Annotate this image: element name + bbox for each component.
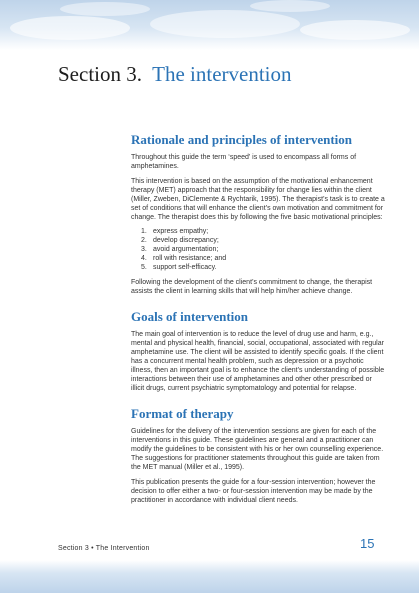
list-number: 1. [141,228,147,235]
list-item [131,227,385,236]
rationale-paragraph-2: This intervention is based on the assumption of the motivational enhancement therapy (MET) approach that the responsibility for change lies within the client (Miller, Zweben, DiClemente & Rychtarik, 1995). The therapist’s task is to create a set of conditions that will enhance the client’s own motivation and commitment for change. The therapist does this by following the five basic motivational principles: [131,178,385,221]
principles-list [131,227,385,272]
section-title [58,62,292,87]
list-text: support self-efficacy. [153,264,217,271]
cloud-decoration [10,16,130,40]
rationale-heading: Rationale and principles of intervention [131,132,353,147]
list-text: express empathy; [153,228,209,235]
running-footer: Section 3 • The Intervention [58,545,150,552]
rationale-paragraph-3: Following the development of the client’s commitment to change, the therapist assists the client in learning skills that will help him/her achieve change. [131,279,373,295]
main-content [131,132,385,511]
format-heading: Format of therapy [131,406,234,421]
sky-header-banner [0,0,419,50]
list-item [131,245,385,254]
list-number: 2. [141,237,147,244]
goals-heading: Goals of intervention [131,309,248,324]
cloud-decoration [250,0,330,12]
list-text: avoid argumentation; [153,246,219,253]
goals-paragraph: The main goal of intervention is to reduce the level of drug use and harm, e.g., mental and physical health, financial, social, occupational, associated with regular amphetamine use. The client will be assisted to identify specific goals. If the client has a concurrent mental health problem, such as depression or a psychotic illness, then an important goal is to enhance the client’s understanding of possible interactions between their use of amphetamines and other other prescribed or illicit drugs, current psychiatric symptomatology and potential for relapse. [131,331,385,392]
cloud-decoration [150,10,300,38]
list-item [131,236,385,245]
format-paragraph-2: This publication presents the guide for a four-session intervention; however the decision to offer either a two- or four-session intervention may be made by the practitioner in accordance with individual client needs. [131,479,376,504]
page-number: 15 [360,536,375,551]
list-number: 5. [141,264,147,271]
rationale-paragraph-1: Throughout this guide the term ‘speed’ is used to encompass all forms of amphetamines. [131,154,357,170]
list-text: roll with resistance; and [153,255,227,262]
list-text: develop discrepancy; [153,237,219,244]
section-title-text: The intervention [152,62,292,86]
sky-footer-banner [0,560,419,593]
list-item [131,263,385,272]
format-paragraph-1: Guidelines for the delivery of the intervention sessions are given for each of the interventions in this guide. These guidelines are general and a practitioner can modify the guidelines to be consistent with his or her own counselling experience. The suggestions for practitioner statements throughout this guide are taken from the MET manual (Miller et al., 1995). [131,428,384,471]
list-item [131,254,385,263]
list-number: 4. [141,255,147,262]
list-number: 3. [141,246,147,253]
section-label: Section 3. [58,62,142,86]
cloud-decoration [60,2,150,16]
cloud-decoration [300,20,410,40]
